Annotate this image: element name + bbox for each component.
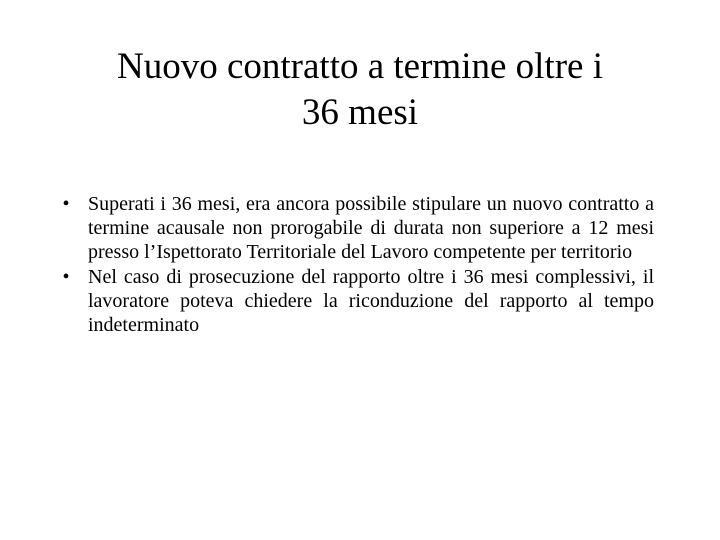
slide-title xyxy=(40,44,680,136)
bullet-text-1: Superati i 36 mesi, era ancora possibile stipulare un nuovo contratto a termine acausale non prorogabile di durata non superiore a 12 mesi presso l’Ispettorato Territoriale del Lavoro competente per territorio xyxy=(88,193,654,263)
bullet-item-2 xyxy=(56,265,654,337)
bullet-text-2: Nel caso di prosecuzione del rapporto oltre i 36 mesi complessivi, il lavoratore poteva chiedere la riconduzione del rapporto al tempo indeterminato xyxy=(88,266,654,336)
slide-title-line-2: 36 mesi xyxy=(301,92,419,133)
bullet-icon: • xyxy=(62,266,70,288)
bullet-item-1 xyxy=(56,192,654,264)
slide-title-line-1: Nuovo contratto a termine oltre i xyxy=(117,46,603,87)
bullet-icon: • xyxy=(62,193,70,215)
bullet-list xyxy=(56,192,654,338)
